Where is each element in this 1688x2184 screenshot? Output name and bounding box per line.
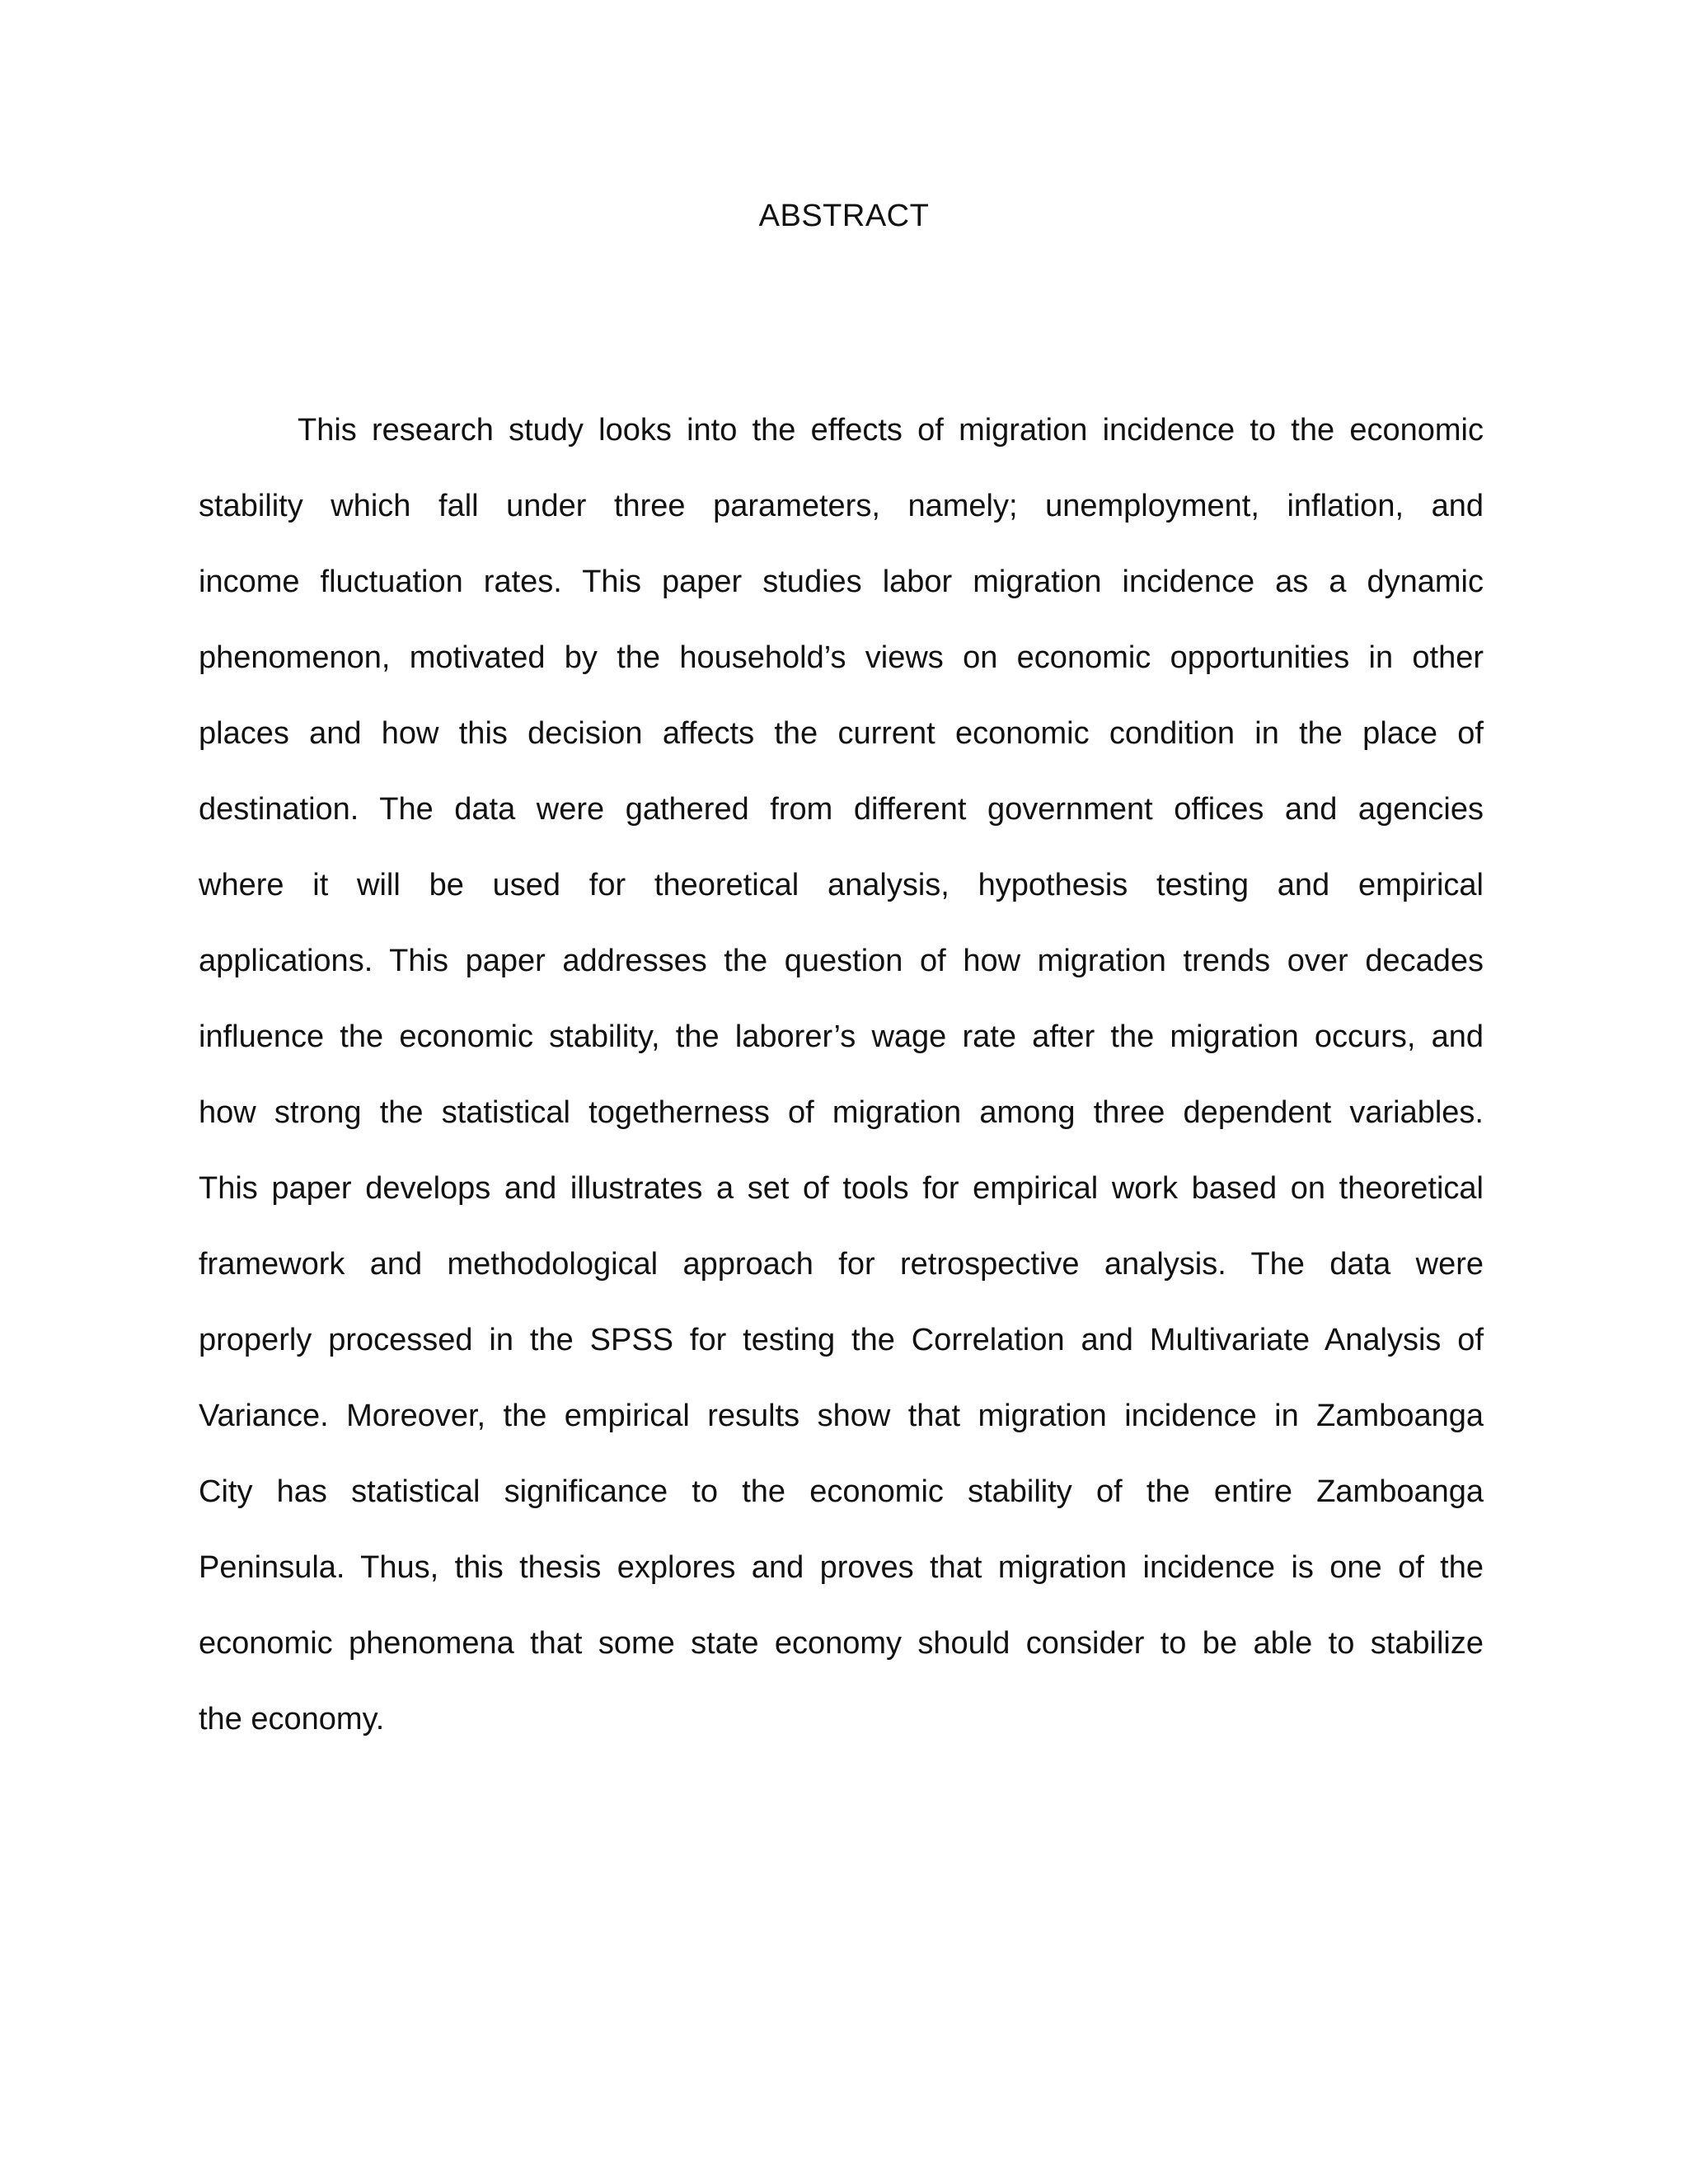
abstract-line: how strong the statistical togetherness of migration among three dependent variables. xyxy=(199,1095,1484,1130)
abstract-line: stability which fall under three parameters, namely; unemployment, inflation, and xyxy=(199,489,1484,523)
abstract-heading: ABSTRACT xyxy=(758,199,930,233)
abstract-line: Variance. Moreover, the empirical results show that migration incidence in Zamboanga xyxy=(199,1399,1484,1433)
abstract-line: where it will be used for theoretical analysis, hypothesis testing and empirical xyxy=(199,868,1484,902)
abstract-body xyxy=(199,392,1484,1757)
abstract-line: income fluctuation rates. This paper studies labor migration incidence as a dynamic xyxy=(199,565,1484,599)
abstract-line: influence the economic stability, the laborer’s wage rate after the migration occurs, and xyxy=(199,1019,1484,1054)
abstract-line: Peninsula. Thus, this thesis explores and proves that migration incidence is one of the xyxy=(199,1550,1484,1585)
abstract-line: destination. The data were gathered from different government offices and agencies xyxy=(199,792,1484,827)
abstract-line: economic phenomena that some state economy should consider to be able to stabilize xyxy=(199,1626,1484,1661)
abstract-line: This research study looks into the effects of migration incidence to the economic xyxy=(298,413,1484,448)
abstract-line: phenomenon, motivated by the household’s views on economic opportunities in other xyxy=(199,640,1484,675)
abstract-line: properly processed in the SPSS for testing the Correlation and Multivariate Analysis of xyxy=(199,1323,1484,1357)
abstract-line: This paper develops and illustrates a set of tools for empirical work based on theoretical xyxy=(199,1171,1484,1206)
abstract-line: places and how this decision affects the current economic condition in the place of xyxy=(199,716,1484,751)
abstract-line: City has statistical significance to the economic stability of the entire Zamboanga xyxy=(199,1474,1484,1509)
abstract-line: applications. This paper addresses the question of how migration trends over decades xyxy=(199,944,1484,978)
abstract-line: the economy. xyxy=(199,1702,385,1736)
abstract-line: framework and methodological approach for retrospective analysis. The data were xyxy=(199,1247,1484,1282)
